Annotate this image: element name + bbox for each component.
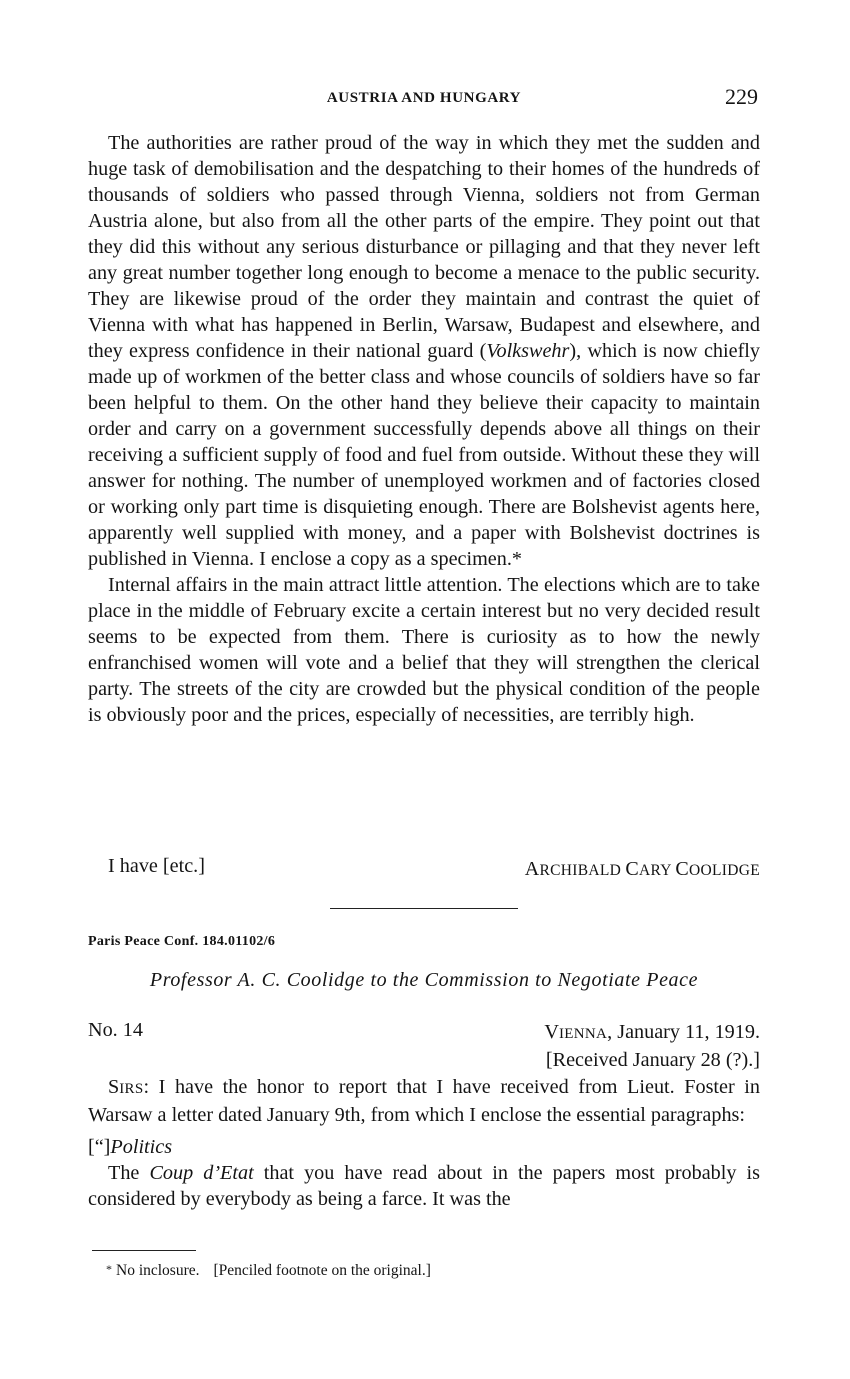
received-note: [Received January 28 (?).] xyxy=(545,1049,760,1071)
italic-term: Volkswehr xyxy=(486,340,570,362)
letter-body xyxy=(88,130,760,728)
paragraph-text: The authorities are rather proud of the way in which they met the sudden and huge task of demobilisation and the despatching to their homes of the hundreds of thousands of soldiers who passed through Vienna, soldiers not from German Austria alone, but also from all the other parts of the empire. They point out that they did this without any serious disturbance or pillaging and that they never left any great number together long enough to become a menace to the public security. They are likewise proud of the order they maintain and contrast the quiet of Vienna with what has happened in Berlin, Warsaw, Budapest and elsewhere, and they express confidence in their national guard ( xyxy=(88,132,760,362)
closing: I have [etc.] xyxy=(108,855,205,877)
paragraph-coup: The Coup d’Etat that you have read about in the papers most probably is considered by everybody as being a farce. It was the xyxy=(88,1162,760,1210)
running-head xyxy=(88,84,760,114)
footnote-note: [Penciled footnote on the original.] xyxy=(213,1262,431,1279)
dateline xyxy=(544,1019,760,1073)
closing-row xyxy=(88,855,760,881)
running-title: AUSTRIA AND HUNGARY xyxy=(326,90,522,106)
paragraph-demobilisation xyxy=(88,130,760,572)
section-heading: [“]Politics xyxy=(88,1136,173,1158)
italic-term: Coup d’Etat xyxy=(149,1162,254,1184)
paragraph-text: ), which is now chiefly made up of workmen of the better class and whose councils of soldiers have so far been helpful to them. On the other hand they believe their capacity to maintain order and carry on a government successfully depends above all things on their receiving a sufficient supply of food and fuel from outside. Without these they will answer for nothing. The number of unemployed workmen and of factories closed or working only part time is disquieting enough. There are Bolshevist agents here, apparently well supplied with money, and a paper with Bolshevist doctrines is published in Vienna. I enclose a copy as a specimen.* xyxy=(88,340,760,570)
document-number: No. 14 xyxy=(88,1019,143,1041)
paragraph-salutation: SIRS: I have the honor to report that I have received from Lieut. Foster in Warsaw a letter dated January 9th, from which I enclose the essential paragraphs: xyxy=(88,1076,760,1126)
footnote-divider xyxy=(92,1250,196,1251)
paragraph-internal-affairs: Internal affairs in the main attract little attention. The elections which are to take place in the middle of February excite a certain interest but no very decided result seems to be expected from them. There is curiosity as to how the newly enfranchised women will vote and a belief that they will strengthen the clerical party. The streets of the city are crowded but the physical condition of the people is obviously poor and the prices, especially of necessities, are terribly high. xyxy=(88,574,760,726)
salutation: SIRS: xyxy=(108,1076,150,1098)
section-divider xyxy=(330,908,518,909)
date-place: VIENNA, January 11, 1919. xyxy=(544,1021,760,1043)
file-reference: Paris Peace Conf. 184.01102/6 xyxy=(88,934,276,949)
letter2-body xyxy=(88,1074,760,1212)
signature: ARCHIBALD CARY COOLIDGE xyxy=(524,858,760,880)
footnote xyxy=(106,1262,431,1280)
page-number: 229 xyxy=(725,84,758,109)
document-title: Professor A. C. Coolidge to the Commission to Negotiate Peace xyxy=(149,969,699,991)
footnote-mark: * xyxy=(106,1262,112,1276)
footnote-text: No inclosure. xyxy=(116,1262,200,1279)
